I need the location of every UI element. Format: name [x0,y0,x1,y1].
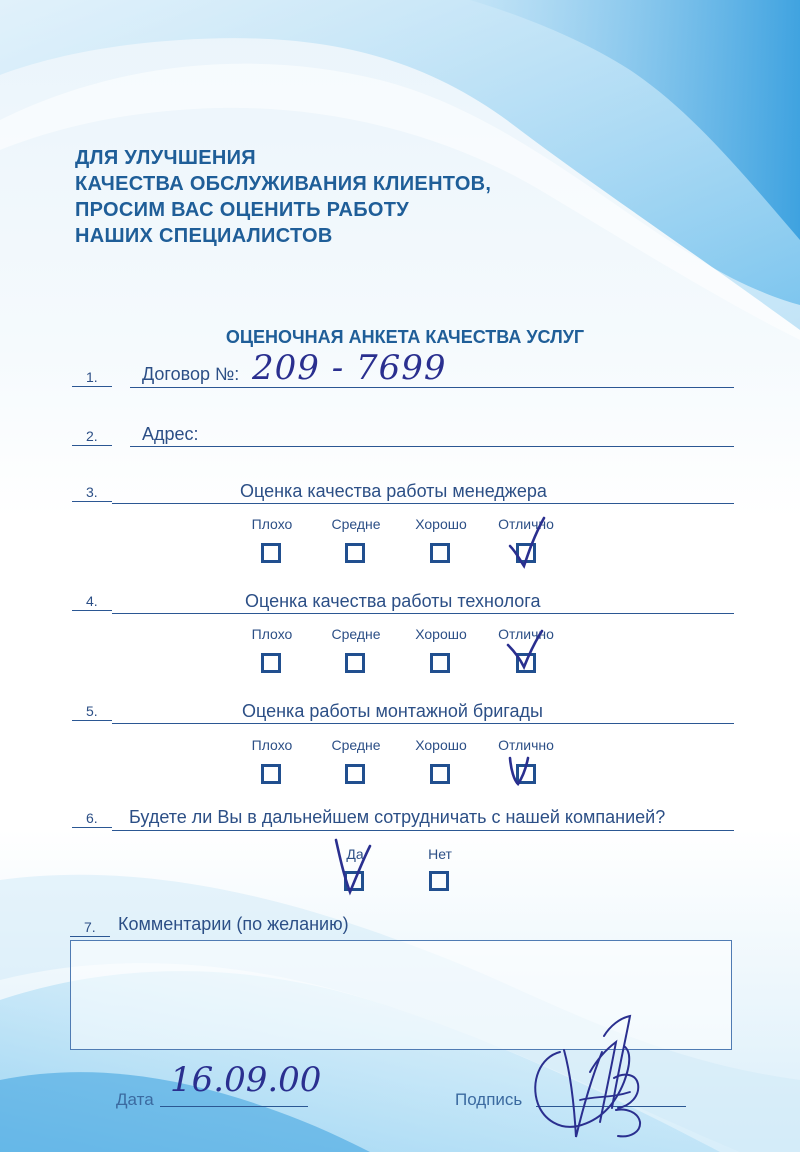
crew-checkbox-average[interactable] [345,764,365,784]
crew-rating-label: Оценка работы монтажной бригады [242,701,543,721]
technologist-checkbox-average[interactable] [345,653,365,673]
cooperation-underline [112,830,734,831]
cooperation-checkbox-no[interactable] [429,871,449,891]
item-number-3: 3. [86,484,98,500]
header-line-3: ПРОСИМ ВАС ОЦЕНИТЬ РАБОТУ [75,199,410,221]
item-number-6: 6. [86,810,98,826]
number-underline-2 [72,445,112,446]
technologist-option-excellent: Отлично [498,626,554,642]
technologist-option-average: Средне [331,626,381,642]
date-handwritten[interactable]: 16.09.00 [170,1060,322,1100]
crew-checkbox-poor[interactable] [261,764,281,784]
header-line-4: НАШИХ СПЕЦИАЛИСТОВ [75,225,333,247]
address-underline [130,446,734,447]
technologist-rating-underline [112,613,734,614]
date-label: Дата [116,1090,154,1109]
technologist-rating-label: Оценка качества работы технолога [245,591,541,611]
technologist-checkbox-poor[interactable] [261,653,281,673]
crew-rating-underline [112,723,734,724]
signature-label: Подпись [455,1090,523,1109]
form-title: ОЦЕНОЧНАЯ АНКЕТА КАЧЕСТВА УСЛУГ [225,327,585,347]
header-line-2: КАЧЕСТВА ОБСЛУЖИВАНИЯ КЛИЕНТОВ, [75,173,492,195]
header-line-1: ДЛЯ УЛУЧШЕНИЯ [75,147,256,169]
crew-option-poor: Плохо [251,737,293,753]
number-underline-5 [72,720,112,721]
number-underline-6 [72,827,112,828]
contract-underline [130,387,734,388]
number-underline-3 [72,501,112,502]
crew-option-average: Средне [331,737,381,753]
contract-label: Договор №: [142,364,240,384]
cooperation-option-yes: Да [346,846,364,862]
signature-icon[interactable] [520,1012,660,1147]
crew-option-good: Хорошо [415,737,467,753]
technologist-option-good: Хорошо [415,626,467,642]
crew-checkbox-good[interactable] [430,764,450,784]
manager-rating-label: Оценка качества работы менеджера [240,481,547,501]
cooperation-option-no: Нет [428,846,452,862]
cooperation-label: Будете ли Вы в дальнейшем сотрудничать с нашей компанией? [129,807,666,827]
manager-checkbox-average[interactable] [345,543,365,563]
comments-label: Комментарии (по желанию) [118,914,349,934]
item-number-5: 5. [86,703,98,719]
manager-checkbox-poor[interactable] [261,543,281,563]
number-underline-7 [70,936,110,937]
number-underline-1 [72,386,112,387]
manager-option-average: Средне [331,516,381,532]
contract-number-handwritten[interactable]: 209 - 7699 [252,348,447,388]
address-label: Адрес: [142,424,199,444]
item-number-7: 7. [84,919,96,935]
cooperation-checkmark-icon [330,836,380,898]
number-underline-4 [72,610,112,611]
manager-checkmark-icon [500,512,556,572]
item-number-1: 1. [86,369,98,385]
crew-option-excellent: Отлично [498,737,554,753]
technologist-checkbox-good[interactable] [430,653,450,673]
technologist-checkmark-icon [500,625,556,681]
crew-checkmark-icon [502,750,542,790]
technologist-option-poor: Плохо [251,626,293,642]
manager-checkbox-good[interactable] [430,543,450,563]
manager-rating-underline [112,503,734,504]
manager-option-good: Хорошо [415,516,467,532]
item-number-4: 4. [86,593,98,609]
date-underline [160,1106,308,1107]
manager-option-excellent: Отлично [498,516,554,532]
manager-option-poor: Плохо [251,516,293,532]
item-number-2: 2. [86,428,98,444]
